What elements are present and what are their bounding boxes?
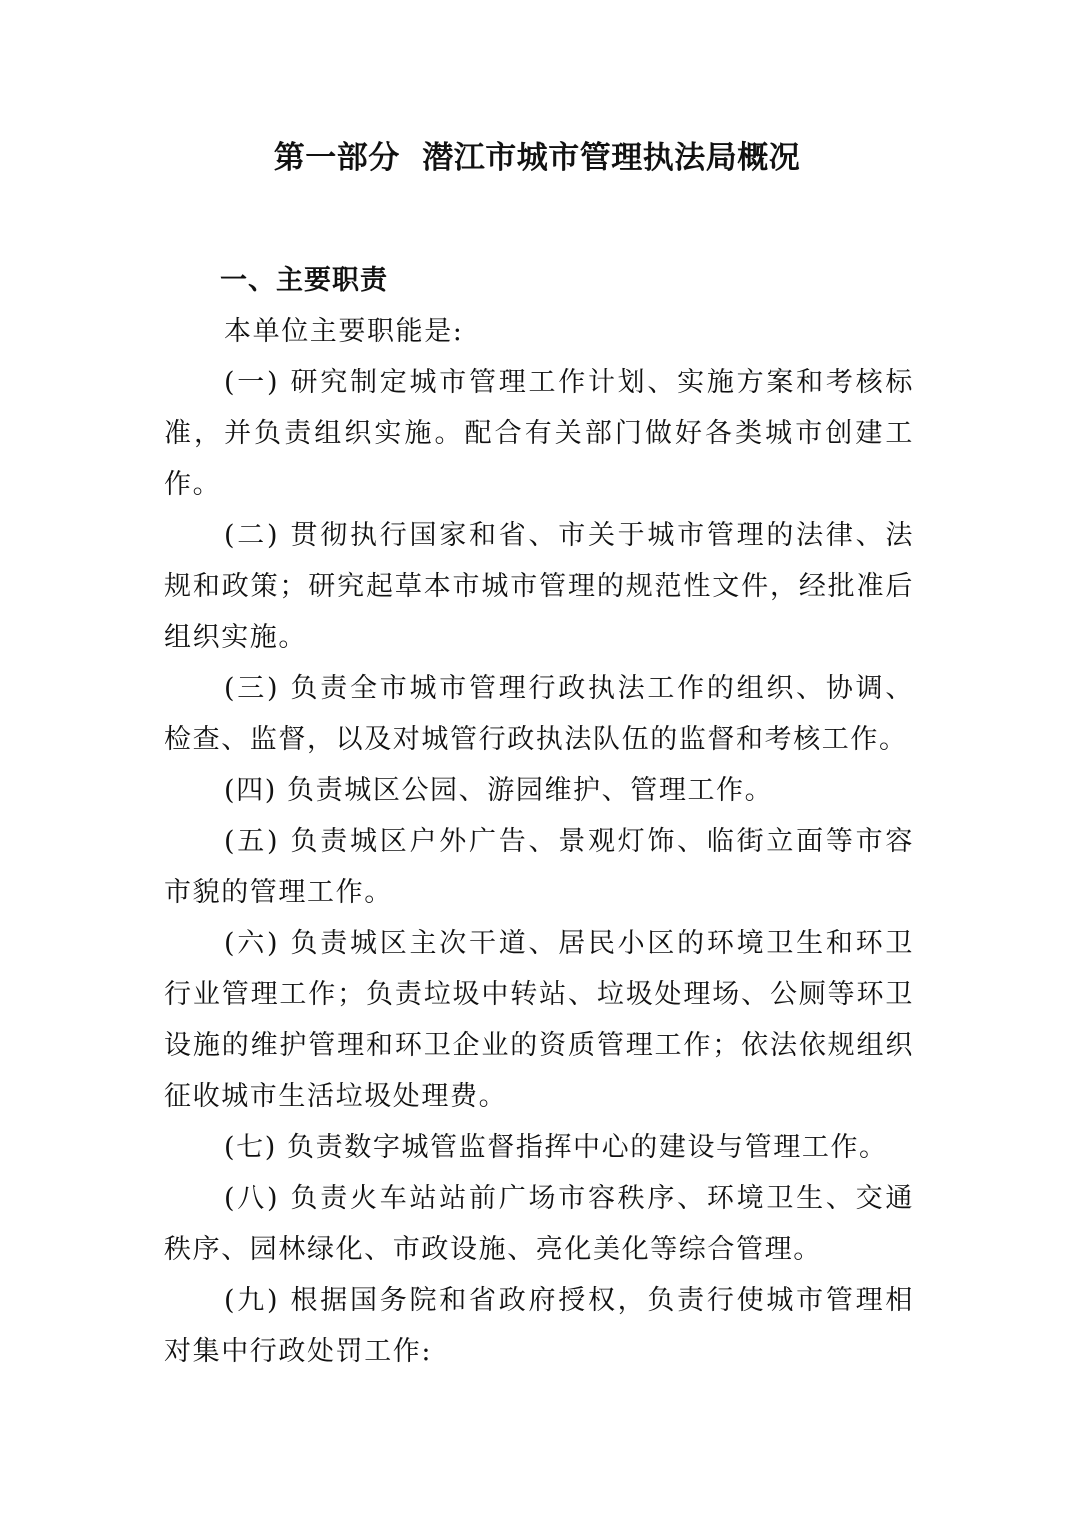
duty-paragraph-6: (六) 负责城区主次干道、居民小区的环境卫生和环卫行业管理工作；负责垃圾中转站、垃圾处理场、公厕等环卫设施的维护管理和环卫企业的资质管理工作；依法依规组织征收城市生活垃圾处理费。 [164,928,914,1112]
duty-paragraph-1: (一) 研究制定城市管理工作计划、实施方案和考核标准，并负责组织实施。配合有关部门做好各类城市创建工作。 [164,367,914,500]
page-title: 第一部分 潜江市城市管理执法局概况 [273,140,801,176]
section-heading: 一、主要职责 [220,265,388,296]
duty-paragraph-4: (四) 负责城区公园、游园维护、管理工作。 [224,775,774,806]
duty-paragraph-7: (七) 负责数字城管监督指挥中心的建设与管理工作。 [224,1132,888,1163]
intro-paragraph: 本单位主要职能是: [224,316,464,347]
document-body [164,255,914,1377]
duty-paragraph-3: (三) 负责全市城市管理行政执法工作的组织、协调、检查、监督，以及对城管行政执法队伍的监督和考核工作。 [164,673,914,755]
duty-paragraph-5: (五) 负责城区户外广告、景观灯饰、临街立面等市容市貌的管理工作。 [164,826,914,908]
duty-paragraph-2: (二) 贯彻执行国家和省、市关于城市管理的法律、法规和政策；研究起草本市城市管理的规范性文件，经批准后组织实施。 [164,520,914,653]
duty-paragraph-8: (八) 负责火车站站前广场市容秩序、环境卫生、交通秩序、园林绿化、市政设施、亮化美化等综合管理。 [164,1183,914,1265]
duty-paragraph-9: (九) 根据国务院和省政府授权，负责行使城市管理相对集中行政处罚工作: [164,1285,914,1367]
